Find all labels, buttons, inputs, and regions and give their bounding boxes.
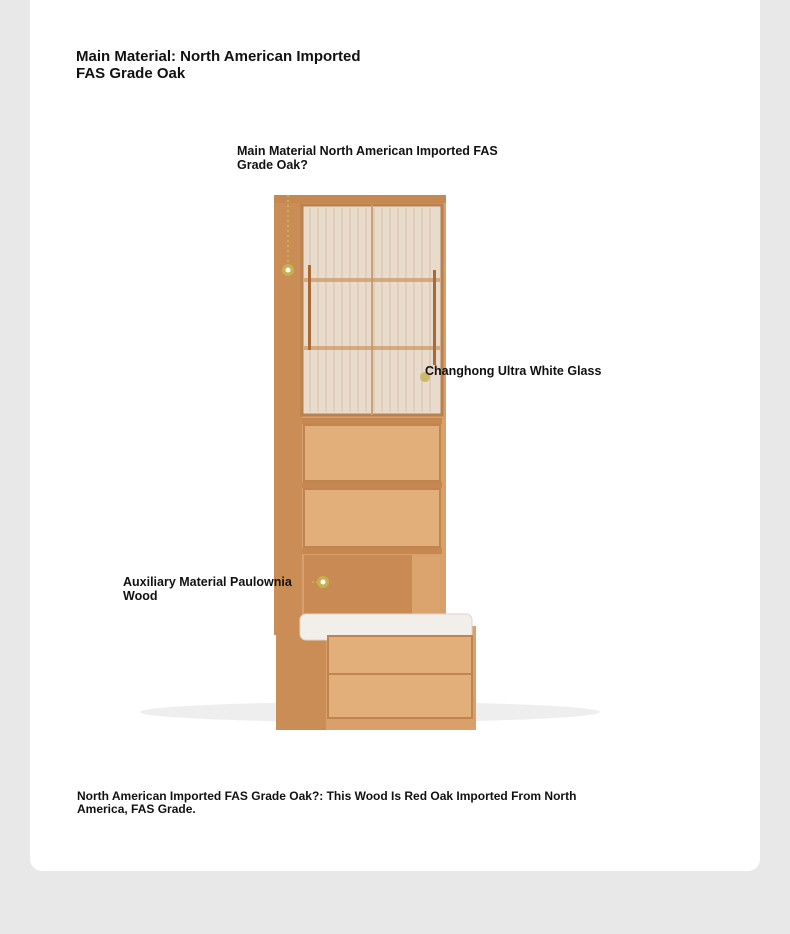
divider-1 — [302, 418, 442, 424]
niche-side — [412, 555, 440, 615]
content-card — [30, 0, 760, 871]
bench-side — [276, 626, 326, 730]
cabinet-illustration — [30, 0, 760, 871]
bench-drawer-1 — [328, 636, 472, 678]
flip-drawer-1 — [304, 425, 440, 481]
callout-main-material: Main Material North American Imported FAS Grade Oak? — [237, 144, 498, 172]
flip-drawer-2 — [304, 489, 440, 547]
page-title: Main Material: North American Imported FAS Grade Oak — [76, 48, 361, 82]
callout-glass: Changhong Ultra White Glass — [425, 364, 602, 378]
cabinet-top — [274, 195, 446, 203]
caption-text: North American Imported FAS Grade Oak?: This Wood Is Red Oak Imported From North America, FAS Grade. — [77, 789, 577, 816]
door-handle-left — [308, 265, 311, 350]
shelf-2 — [304, 346, 440, 350]
shelf-1 — [304, 278, 440, 282]
door-handle-right — [433, 270, 436, 365]
divider-2 — [302, 482, 442, 488]
callout-auxiliary: Auxiliary Material Paulownia Wood — [123, 575, 292, 603]
divider-3 — [302, 548, 442, 554]
bench-drawer-2 — [328, 674, 472, 718]
